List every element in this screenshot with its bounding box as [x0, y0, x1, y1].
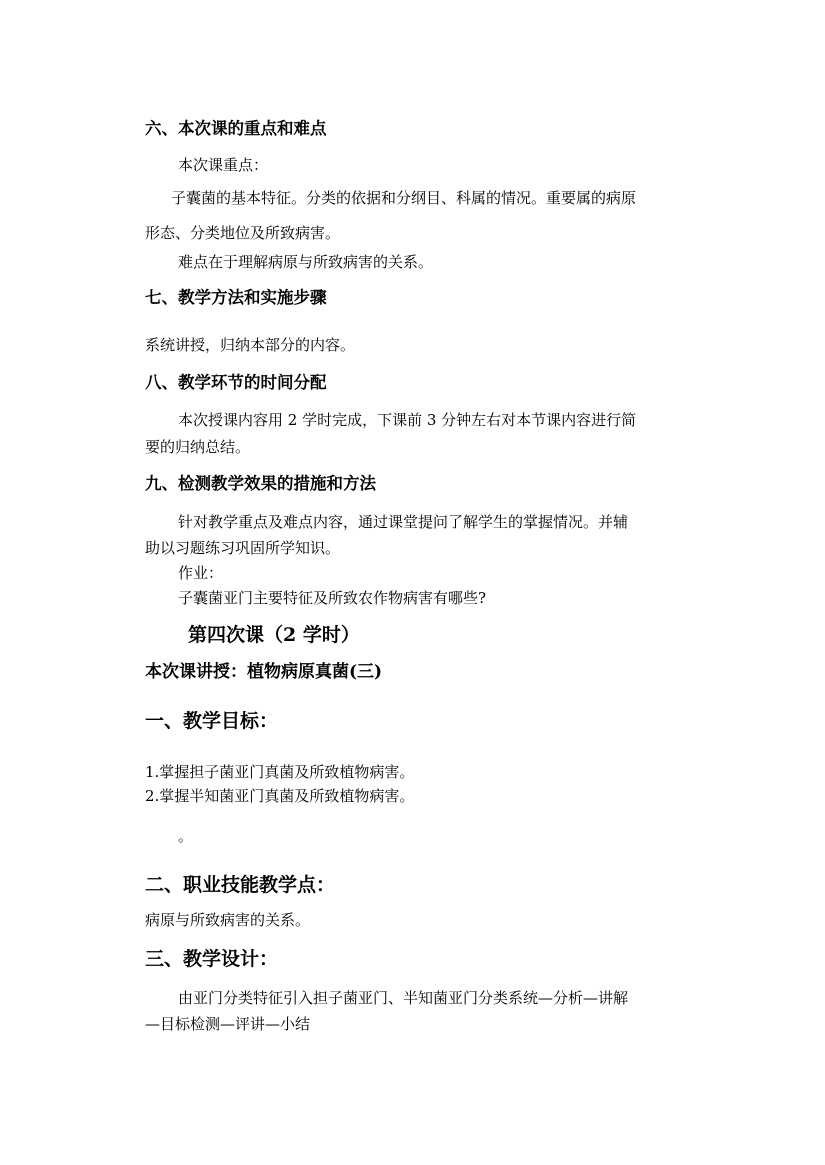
vocational-skills-text: 病原与所致病害的关系。 [145, 911, 311, 929]
difficulty-text: 难点在于理解病原与所致病害的关系。 [178, 253, 434, 271]
section-8-line-1: 本次授课内容用 2 学时完成，下课前 3 分钟左右对本节课内容进行简 [178, 411, 637, 429]
teaching-goals-heading: 一、教学目标： [145, 710, 279, 732]
section-8-line-2: 要的归纳总结。 [145, 438, 251, 456]
lesson-4-title: 第四次课（2 学时） [188, 624, 360, 646]
teaching-design-line-1: 由亚门分类特征引入担子菌亚门、半知菌亚门分类系统—分析—讲解 [178, 989, 629, 1007]
section-6-heading: 六、本次课的重点和难点 [145, 119, 327, 138]
teaching-design-line-2: —目标检测—评讲—小结 [145, 1015, 311, 1033]
teaching-design-heading: 三、教学设计： [145, 948, 279, 970]
goal-item-2: 2.掌握半知菌亚门真菌及所致植物病害。 [145, 787, 415, 805]
section-8-heading: 八、教学环节的时间分配 [145, 373, 327, 392]
key-points-line-1: 子囊菌的基本特征。分类的依据和分纲目、科属的情况。重要属的病原 [171, 189, 637, 207]
section-7-heading: 七、教学方法和实施步骤 [145, 288, 327, 307]
vocational-skills-heading: 二、职业技能教学点： [145, 874, 336, 896]
key-points-label: 本次课重点： [178, 156, 269, 174]
section-9-heading: 九、检测教学效果的措施和方法 [145, 474, 376, 493]
lesson-4-subtitle: 本次课讲授：植物病原真菌(三) [145, 662, 383, 682]
homework-label: 作业： [178, 564, 224, 582]
section-9-line-1: 针对教学重点及难点内容，通过课堂提问了解学生的掌握情况。并辅 [178, 513, 629, 531]
key-points-line-2: 形态、分类地位及所致病害。 [145, 224, 341, 242]
goal-trailing-mark: 。 [178, 827, 194, 845]
section-9-line-2: 助以习题练习巩固所学知识。 [145, 539, 341, 557]
section-7-text: 系统讲授，归纳本部分的内容。 [145, 336, 356, 354]
goal-item-1: 1.掌握担子菌亚门真菌及所致植物病害。 [145, 763, 415, 781]
homework-question: 子囊菌亚门主要特征及所致农作物病害有哪些? [178, 589, 487, 607]
